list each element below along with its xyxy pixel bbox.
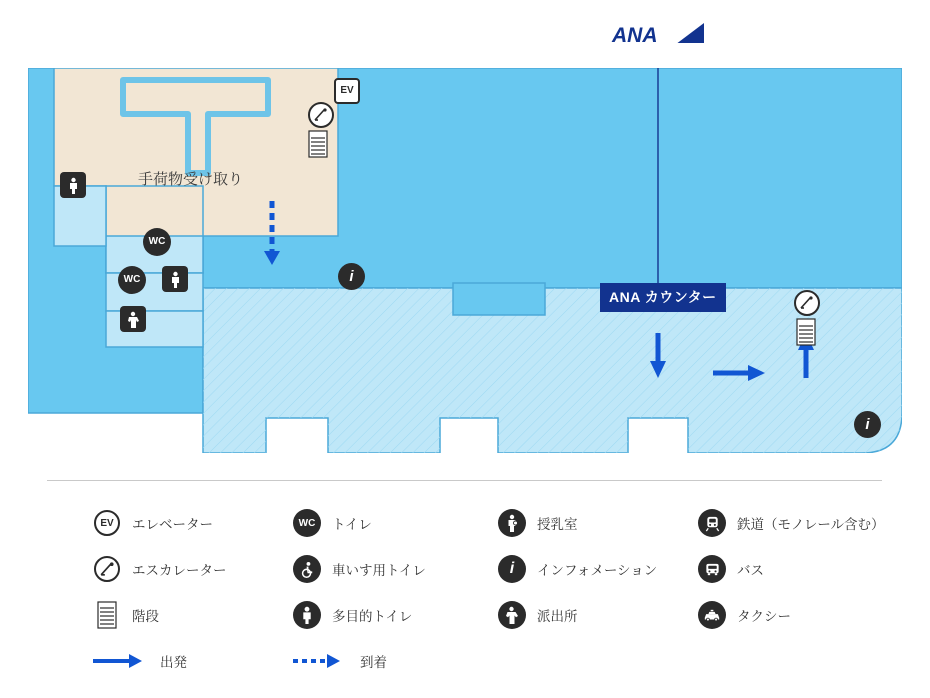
legend-column-2 xyxy=(292,500,512,684)
legend-item-taxi xyxy=(697,592,930,638)
arrival-arrow-icon xyxy=(292,646,344,676)
railway-icon xyxy=(697,508,727,538)
legend-label: 派出所 xyxy=(537,609,578,624)
ana-counter-label[interactable]: ANA カウンター xyxy=(600,283,726,312)
police-box-icon[interactable] xyxy=(120,306,146,332)
information-icon-left[interactable]: i xyxy=(338,263,365,290)
legend-label: タクシー xyxy=(737,609,791,624)
elevator-icon: EV xyxy=(92,508,122,538)
toilet-icon-upper[interactable]: WC xyxy=(143,228,171,256)
legend-item-railway xyxy=(697,500,930,546)
legend-item-toilet xyxy=(292,500,512,546)
stairs-icon-right[interactable] xyxy=(796,318,816,346)
stairs-icon xyxy=(92,600,122,630)
legend-label: 到着 xyxy=(360,655,387,670)
information-icon: i xyxy=(497,554,527,584)
terminal-floor-map xyxy=(28,68,902,453)
legend-label: トイレ xyxy=(332,517,372,532)
legend-item-elevator xyxy=(92,500,312,546)
legend-column-1 xyxy=(92,500,312,684)
ana-wordmark: ANA xyxy=(612,24,658,47)
legend-label: 授乳室 xyxy=(537,517,578,532)
bus-icon xyxy=(697,554,727,584)
escalator-icon-upper[interactable] xyxy=(308,102,334,128)
multipurpose-toilet-icon-left[interactable] xyxy=(60,172,86,198)
toilet-icon-lower[interactable]: WC xyxy=(118,266,146,294)
map-kiosk-block xyxy=(453,283,545,315)
legend-item-departure xyxy=(92,638,312,684)
legend-label: 出発 xyxy=(160,655,187,670)
legend-label: 鉄道（モノレール含む） xyxy=(737,517,885,532)
police-box-icon xyxy=(497,600,527,630)
legend-column-3 xyxy=(497,500,717,638)
wheelchair-toilet-icon xyxy=(292,554,322,584)
escalator-icon-right[interactable] xyxy=(794,290,820,316)
legend-item-information xyxy=(497,546,717,592)
legend-item-nursing-room xyxy=(497,500,717,546)
legend-column-4 xyxy=(697,500,930,638)
baggage-claim-label: 手荷物受け取り xyxy=(138,171,244,188)
legend-label: エスカレーター xyxy=(132,563,227,578)
legend-label: 車いす用トイレ xyxy=(332,563,426,578)
legend-item-wheelchair-toilet xyxy=(292,546,512,592)
legend-item-multipurpose-toilet xyxy=(292,592,512,638)
legend-label: インフォメーション xyxy=(537,563,658,578)
escalator-icon xyxy=(92,554,122,584)
multipurpose-toilet-icon xyxy=(292,600,322,630)
nursing-room-icon xyxy=(497,508,527,538)
map-svg xyxy=(28,68,902,453)
information-icon-right[interactable]: i xyxy=(854,411,881,438)
legend-label: バス xyxy=(737,563,764,578)
legend-label: 階段 xyxy=(132,609,159,624)
ana-tail-logo-icon xyxy=(670,23,704,43)
legend-label: 多目的トイレ xyxy=(332,609,413,624)
legend-item-arrival xyxy=(292,638,512,684)
stairs-icon-upper[interactable] xyxy=(308,130,328,158)
legend-item-bus xyxy=(697,546,930,592)
legend-item-stairs xyxy=(92,592,312,638)
legend-item-escalator xyxy=(92,546,312,592)
ana-logo xyxy=(612,22,702,48)
map-legend xyxy=(47,500,897,685)
departure-arrow-icon xyxy=(92,646,144,676)
toilet-icon: WC xyxy=(292,508,322,538)
legend-divider xyxy=(47,480,882,481)
elevator-icon[interactable]: EV xyxy=(334,78,360,104)
multipurpose-toilet-icon-lower[interactable] xyxy=(162,266,188,292)
taxi-icon xyxy=(697,600,727,630)
map-region-arrival-hall-hatch xyxy=(203,288,902,453)
legend-label: エレベーター xyxy=(132,517,213,532)
legend-item-police-box xyxy=(497,592,717,638)
